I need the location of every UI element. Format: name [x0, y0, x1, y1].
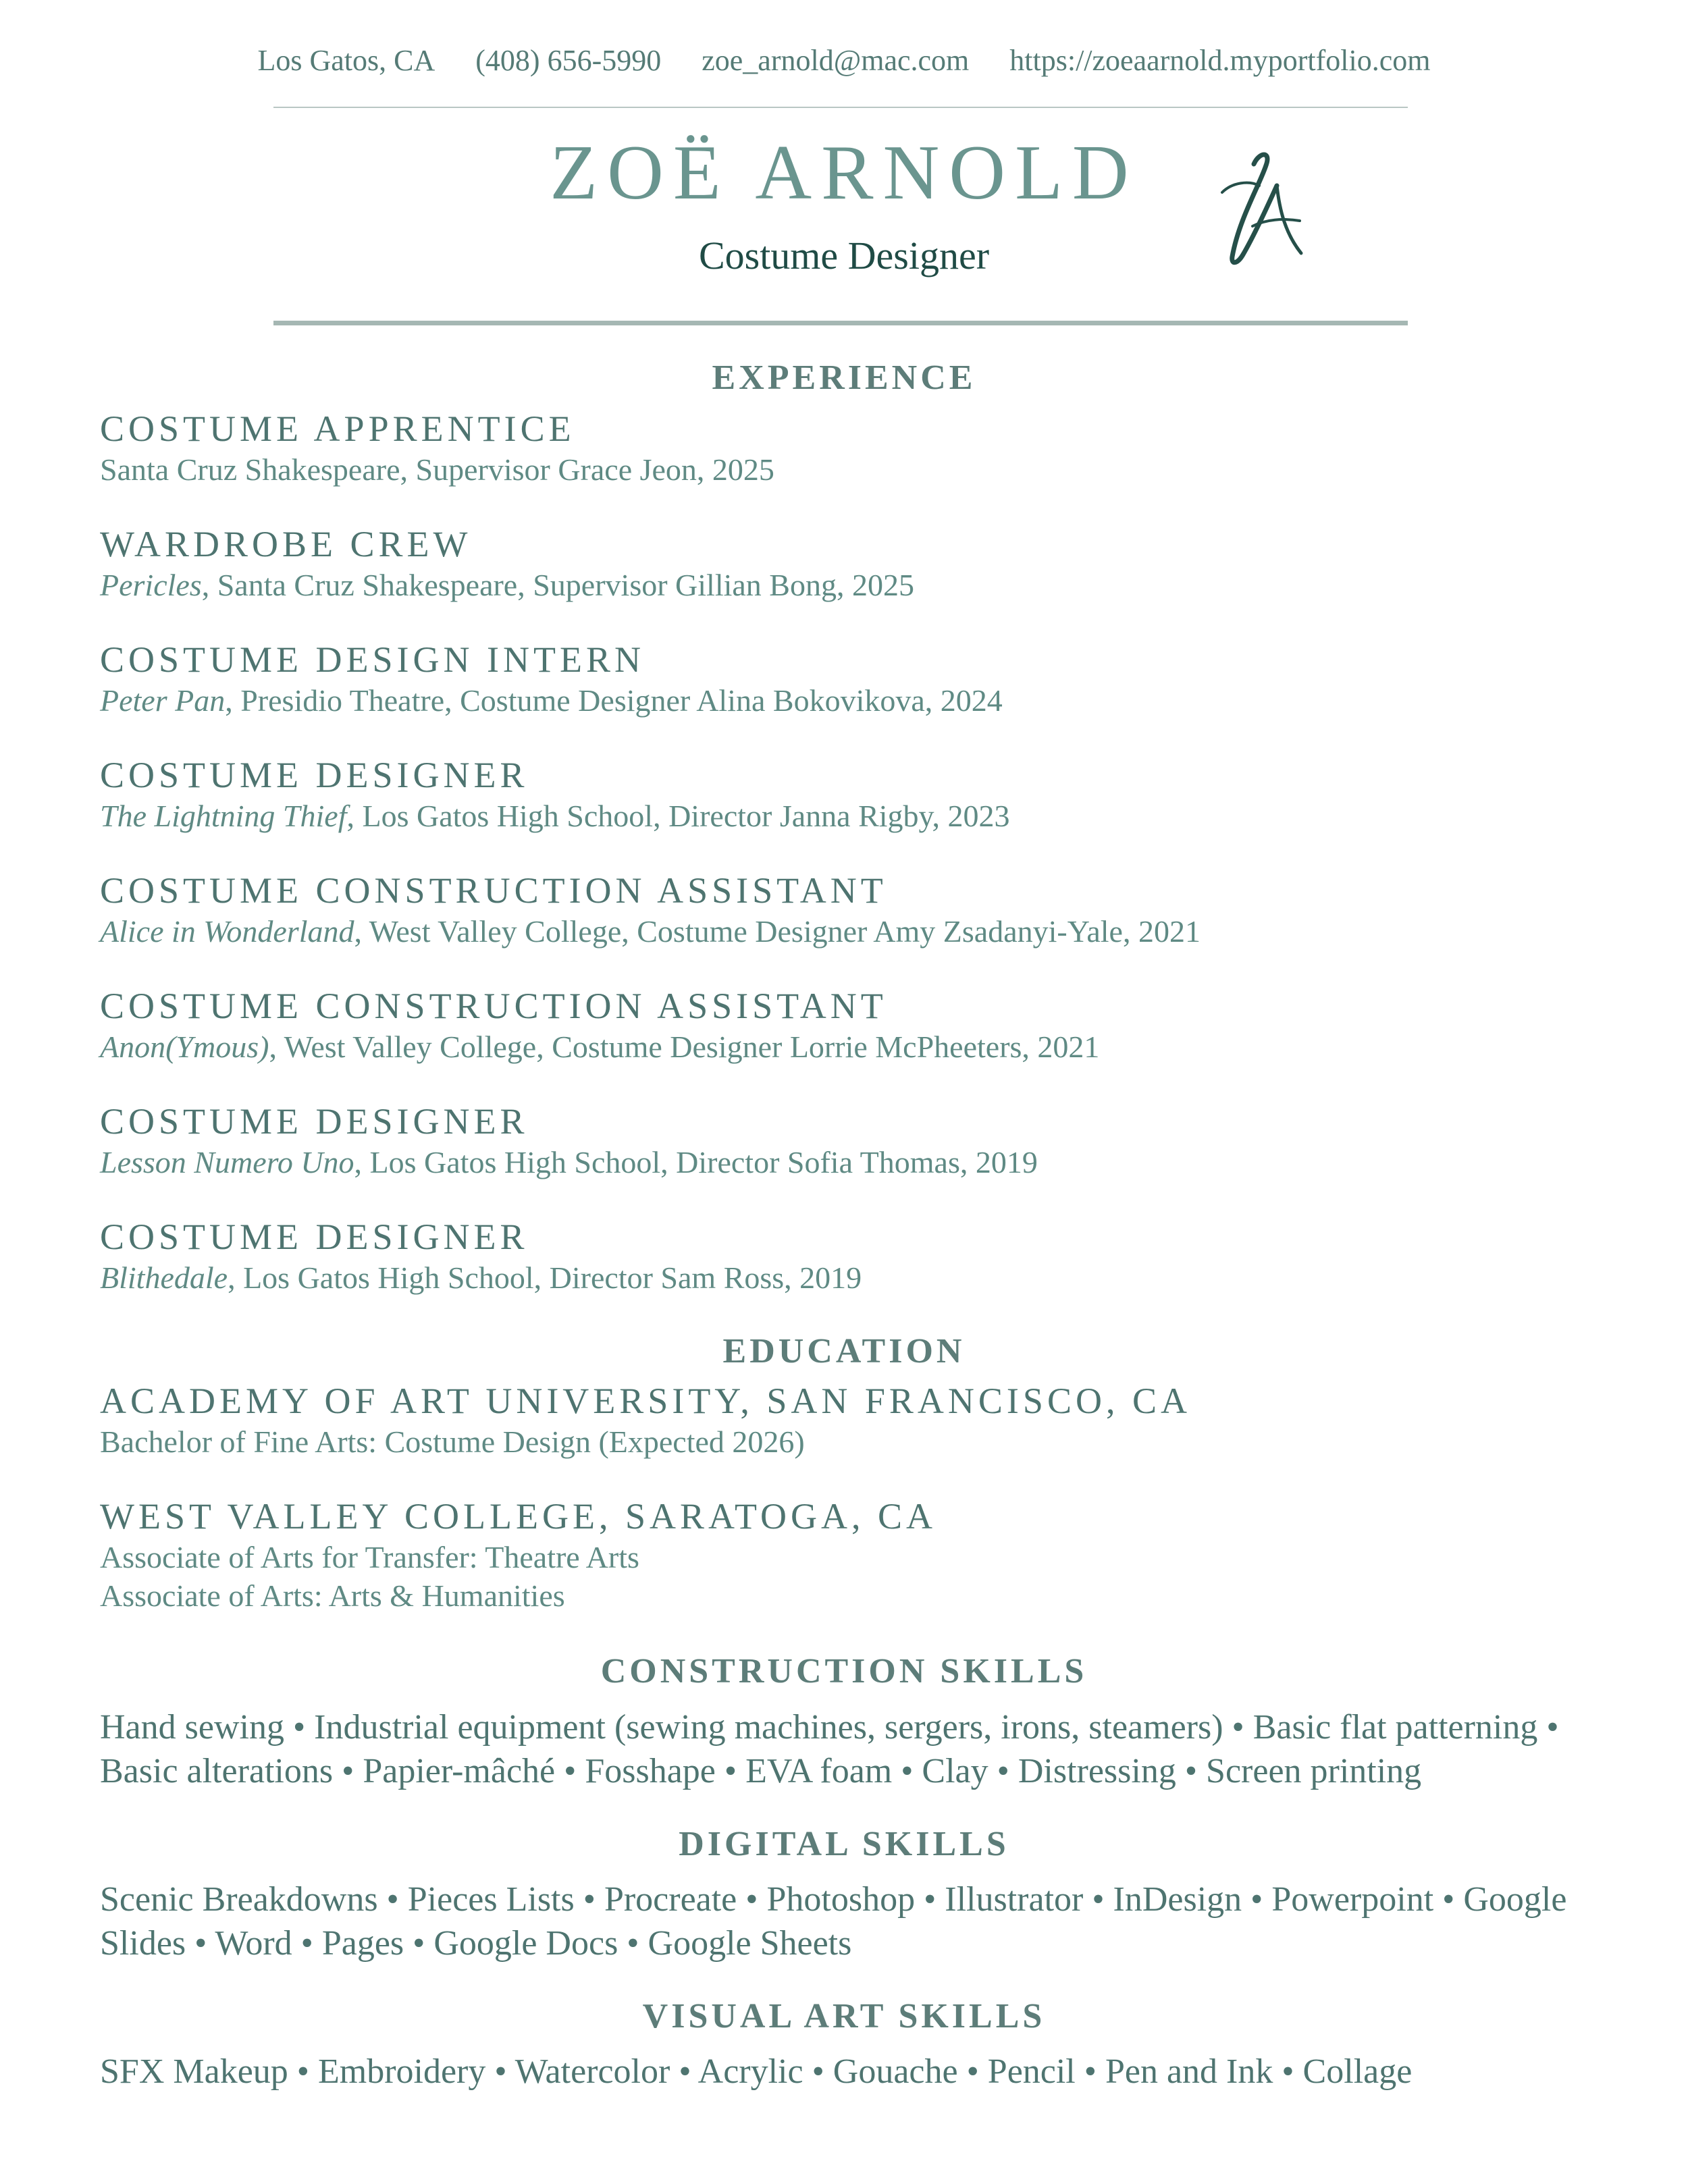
production-title: Anon(Ymous)	[100, 1030, 269, 1064]
location-text: Los Gatos, CA	[257, 44, 436, 77]
production-title: Pericles	[100, 568, 202, 602]
phone-text: (408) 656-5990	[475, 44, 662, 77]
education-item	[100, 1381, 1191, 1461]
production-title: Alice in Wonderland	[100, 914, 354, 949]
job-title: COSTUME DESIGNER	[100, 1101, 529, 1142]
school-name: ACADEMY OF ART UNIVERSITY, SAN FRANCISCO, CA	[100, 1381, 1191, 1421]
experience-item	[100, 986, 1099, 1066]
experience-item	[100, 408, 774, 489]
job-title: COSTUME DESIGN INTERN	[100, 639, 645, 680]
construction-skills-heading: CONSTRUCTION SKILLS	[600, 1652, 1088, 1690]
production-title: Blithedale	[100, 1260, 228, 1295]
visual-art-skills-heading: VISUAL ART SKILLS	[642, 1997, 1046, 2035]
experience-item	[100, 1217, 862, 1297]
degree-text: Associate of Arts for Transfer: Theatre Arts	[100, 1540, 639, 1574]
degree-text: Associate of Arts: Arts & Humanities	[100, 1578, 565, 1613]
education-heading: EDUCATION	[722, 1332, 966, 1370]
header-rule	[273, 321, 1408, 325]
email-link[interactable]: zoe_arnold@mac.com	[702, 44, 970, 77]
degree-text: Bachelor of Fine Arts: Costume Design (Expected 2026)	[100, 1424, 805, 1459]
job-detail: The Lightning Thief, Los Gatos High School, Director Janna Rigby, 2023	[100, 799, 1010, 833]
job-detail: Pericles, Santa Cruz Shakespeare, Supervisor Gillian Bong, 2025	[100, 568, 914, 602]
production-title: Peter Pan	[100, 683, 226, 718]
website-link[interactable]: https://zoeaarnold.myportfolio.com	[1009, 44, 1431, 77]
job-title: COSTUME DESIGNER	[100, 1217, 529, 1257]
digital-skills-list: Scenic Breakdowns • Pieces Lists • Procreate • Photoshop • Illustrator • InDesign • Powerpoint • Google Slides • Word • Pages • Google Docs • Google Sheets	[100, 1880, 1567, 1963]
experience-item	[100, 755, 1010, 835]
signature-monogram-icon	[1212, 145, 1313, 273]
experience-item	[100, 870, 1201, 951]
experience-item	[100, 639, 1003, 720]
education-item	[100, 1496, 937, 1615]
school-name: WEST VALLEY COLLEGE, SARATOGA, CA	[100, 1496, 937, 1537]
experience-item	[100, 524, 914, 604]
construction-skills-list: Hand sewing • Industrial equipment (sewing machines, sergers, irons, steamers) • Basic flat patterning • Basic alterations • Papier-mâché • Fosshape • EVA foam • Clay • Distressing • Screen printing	[100, 1708, 1559, 1790]
production-title: Lesson Numero Uno	[100, 1145, 354, 1179]
digital-skills-heading: DIGITAL SKILLS	[679, 1825, 1009, 1863]
job-detail: Peter Pan, Presidio Theatre, Costume Designer Alina Bokovikova, 2024	[100, 683, 1003, 718]
job-detail: Santa Cruz Shakespeare, Supervisor Grace Jeon, 2025	[100, 452, 774, 487]
page-subtitle: Costume Designer	[698, 234, 990, 277]
job-title: COSTUME DESIGNER	[100, 755, 529, 795]
page-title: ZOË ARNOLD	[550, 130, 1138, 216]
job-title: COSTUME CONSTRUCTION ASSISTANT	[100, 870, 887, 911]
header-divider	[273, 107, 1408, 108]
job-detail: Alice in Wonderland, West Valley College, Costume Designer Amy Zsadanyi-Yale, 2021	[100, 914, 1201, 949]
job-title: WARDROBE CREW	[100, 524, 472, 564]
experience-heading: EXPERIENCE	[712, 358, 976, 397]
production-title: The Lightning Thief	[100, 799, 347, 833]
job-detail: Blithedale, Los Gatos High School, Director Sam Ross, 2019	[100, 1260, 862, 1295]
job-detail: Lesson Numero Uno, Los Gatos High School, Director Sofia Thomas, 2019	[100, 1145, 1038, 1179]
job-detail: Anon(Ymous), West Valley College, Costume Designer Lorrie McPheeters, 2021	[100, 1030, 1100, 1064]
experience-item	[100, 1101, 1038, 1181]
contact-bar	[0, 43, 1688, 78]
visual-art-skills-list: SFX Makeup • Embroidery • Watercolor • Acrylic • Gouache • Pencil • Pen and Ink • Collage	[100, 2052, 1413, 2091]
job-title: COSTUME CONSTRUCTION ASSISTANT	[100, 986, 887, 1026]
job-title: COSTUME APPRENTICE	[100, 408, 575, 449]
